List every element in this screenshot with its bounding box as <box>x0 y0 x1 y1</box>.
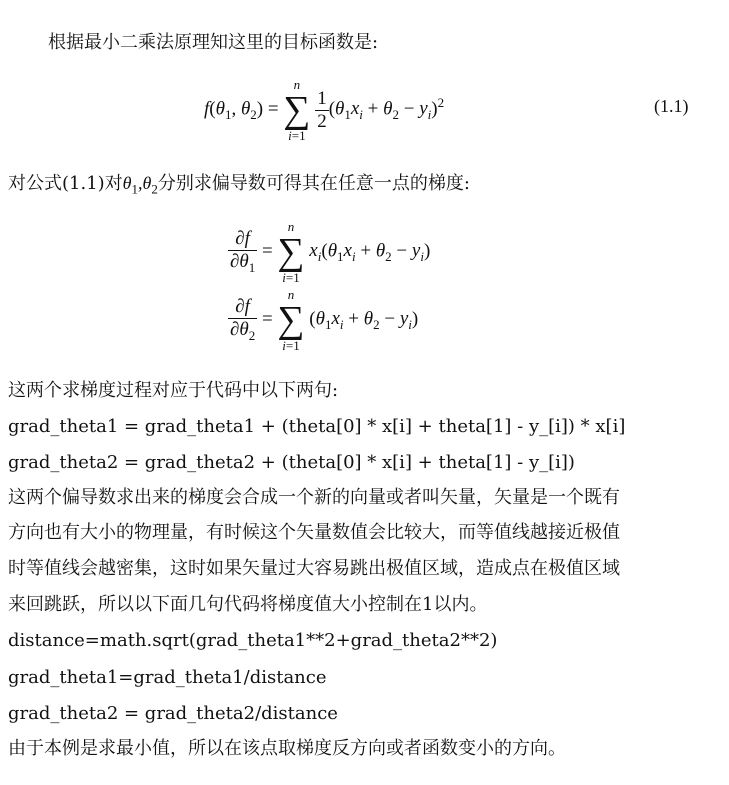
equation-number: (1.1) <box>654 96 689 116</box>
intro-text: 根据最小二乘法原理知这里的目标函数是: <box>48 32 379 53</box>
text-line: 由于本例是求最小值，所以在该点取梯度反方向或者函数变小的方向。 <box>8 738 566 759</box>
code-line: distance=math.sqrt(grad_theta1**2+grad_theta2**2) <box>8 630 498 651</box>
text-line: 这两个求梯度过程对应于代码中以下两句: <box>8 380 339 401</box>
gradient-intro-text: 对公式(1.1)对$\theta_1,\theta_2$分别求偏导数可得其在任意一点的梯度: <box>8 173 470 197</box>
text-line: 来回跳跃，所以以下面几句代码将梯度值大小控制在1以内。 <box>8 594 488 615</box>
code-line: grad_theta2 = grad_theta2/distance <box>8 703 338 724</box>
text-line: 时等值线会越密集，这时如果矢量过大容易跳出极值区域，造成点在极值区域 <box>8 558 620 579</box>
partial-derivative-theta2: $\frac{\partial f}{\partial\theta_2}$ = n ∑ i=1 $(\theta_1x_i + \theta_2 - y_i)$ <box>230 287 419 353</box>
code-line: grad_theta1=grad_theta1/distance <box>8 667 327 688</box>
equation-1-1: $f(\theta_1$, $\theta_2$) = n ∑ i=1 $\frac{1}{2}$ $(\theta_1x_i + \theta_2 - y_i)^2$ <box>204 77 445 143</box>
text-line: 方向也有大小的物理量，有时候这个矢量数值会比较大，而等值线越接近极值 <box>8 522 620 543</box>
text-line: 这两个偏导数求出来的梯度会合成一个新的向量或者叫矢量，矢量是一个既有 <box>8 487 620 508</box>
partial-derivative-theta1: $\frac{\partial f}{\partial\theta_1}$ = n ∑ i=1 $x_i(\theta_1x_i + \theta_2 - y_i)$ <box>230 219 431 285</box>
code-line: grad_theta1 = grad_theta1 + (theta[0] * x[i] + theta[1] - y_[i]) * x[i] <box>8 416 626 437</box>
code-line: grad_theta2 = grad_theta2 + (theta[0] * x[i] + theta[1] - y_[i]) <box>8 452 575 473</box>
